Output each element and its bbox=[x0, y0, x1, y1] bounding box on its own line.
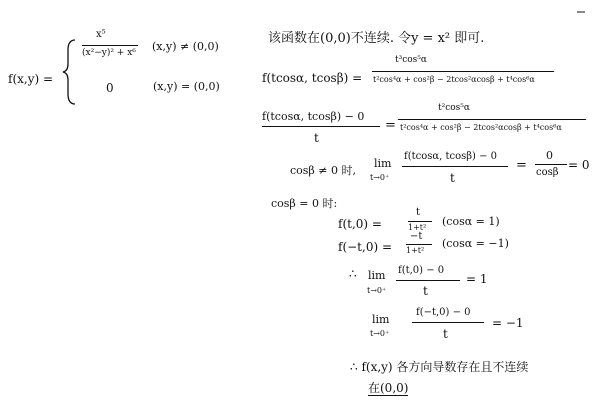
line2-equals: = bbox=[385, 118, 396, 133]
piecewise-value-2: 0 bbox=[106, 81, 114, 95]
piecewise-fraction-bar bbox=[82, 45, 138, 46]
piecewise-denominator: (x²−y)² + x⁶ bbox=[82, 48, 136, 58]
line4-case-header: cosβ = 0 时: bbox=[271, 197, 338, 210]
line2-fraction-bar bbox=[262, 126, 380, 127]
piecewise-numerator: x⁵ bbox=[96, 29, 106, 40]
line7-numerator: f(t,0) − 0 bbox=[398, 265, 445, 276]
line5-numerator: t bbox=[416, 207, 421, 218]
line3-right-denominator: cosβ bbox=[536, 167, 559, 178]
line6-fraction-bar bbox=[406, 244, 432, 245]
piecewise-lhs: f(x,y) = bbox=[8, 72, 54, 86]
left-brace-icon bbox=[62, 38, 78, 106]
line2-numerator: f(tcosα, tcosβ) − 0 bbox=[262, 110, 365, 123]
line8-numerator: f(−t,0) − 0 bbox=[416, 307, 471, 318]
conclusion-line-2: 在(0,0) bbox=[368, 381, 409, 395]
line3-fraction-bar bbox=[402, 166, 508, 167]
line7-denominator: t bbox=[423, 284, 428, 298]
line6-condition: (cosα = −1) bbox=[442, 237, 509, 250]
line7-lim-subscript: t→0⁺ bbox=[367, 286, 387, 295]
line1-fraction-bar bbox=[372, 71, 554, 72]
line7-result: = 1 bbox=[466, 272, 488, 286]
line3-result: = 0 bbox=[568, 158, 590, 172]
line5-denominator: 1+t² bbox=[408, 223, 427, 232]
line3-denominator: t bbox=[450, 171, 455, 185]
piecewise-condition-2: (x,y) = (0,0) bbox=[153, 80, 220, 93]
line3-right-fraction-bar bbox=[535, 164, 567, 165]
corner-tick-icon bbox=[576, 10, 586, 13]
line7-fraction-bar bbox=[396, 280, 460, 281]
line6-lhs: f(−t,0) = bbox=[338, 240, 392, 254]
line3-numerator: f(tcosα, tcosβ) − 0 bbox=[404, 151, 498, 162]
line5-condition: (cosα = 1) bbox=[442, 215, 500, 228]
line7-lim: lim bbox=[368, 269, 386, 282]
line2-right-numerator: t²cos⁵α bbox=[438, 103, 470, 113]
line6-denominator: 1+t² bbox=[406, 246, 425, 255]
line1-numerator: t³cos⁵α bbox=[395, 55, 427, 65]
line8-fraction-bar bbox=[412, 322, 484, 323]
line3-lim: lim bbox=[374, 157, 392, 170]
line3-right-numerator: 0 bbox=[546, 149, 553, 162]
line3-equals: = bbox=[516, 158, 527, 173]
line7-therefore: ∴ bbox=[349, 267, 357, 281]
intro-line: 该函数在(0,0)不连续. 令y = x² 即可. bbox=[268, 31, 485, 46]
line2-right-denominator: t²cos⁴α + cos²β − 2tcos²αcosβ + t⁴cos⁶α bbox=[400, 123, 562, 132]
line1-denominator: t²cos⁴α + cos²β − 2tcos²αcosβ + t⁴cos⁶α bbox=[373, 75, 535, 84]
line3-condition: cosβ ≠ 0 时, bbox=[290, 164, 356, 177]
conclusion-line-1: ∴ f(x,y) 各方向导数存在且不连续 bbox=[350, 360, 529, 374]
line8-lim-subscript: t→0⁺ bbox=[370, 329, 390, 338]
line6-numerator: −t bbox=[410, 231, 423, 242]
line2-denominator: t bbox=[314, 131, 319, 145]
line5-lhs: f(t,0) = bbox=[338, 217, 382, 231]
line2-right-fraction-bar bbox=[398, 119, 586, 120]
line5-fraction-bar bbox=[408, 221, 432, 222]
line8-lim: lim bbox=[372, 313, 390, 326]
line8-result: = −1 bbox=[492, 316, 524, 330]
line8-denominator: t bbox=[443, 327, 448, 341]
line3-lim-subscript: t→0⁺ bbox=[370, 173, 390, 182]
piecewise-condition-1: (x,y) ≠ (0,0) bbox=[152, 40, 219, 53]
line1-lhs: f(tcosα, tcosβ) = bbox=[262, 71, 363, 85]
